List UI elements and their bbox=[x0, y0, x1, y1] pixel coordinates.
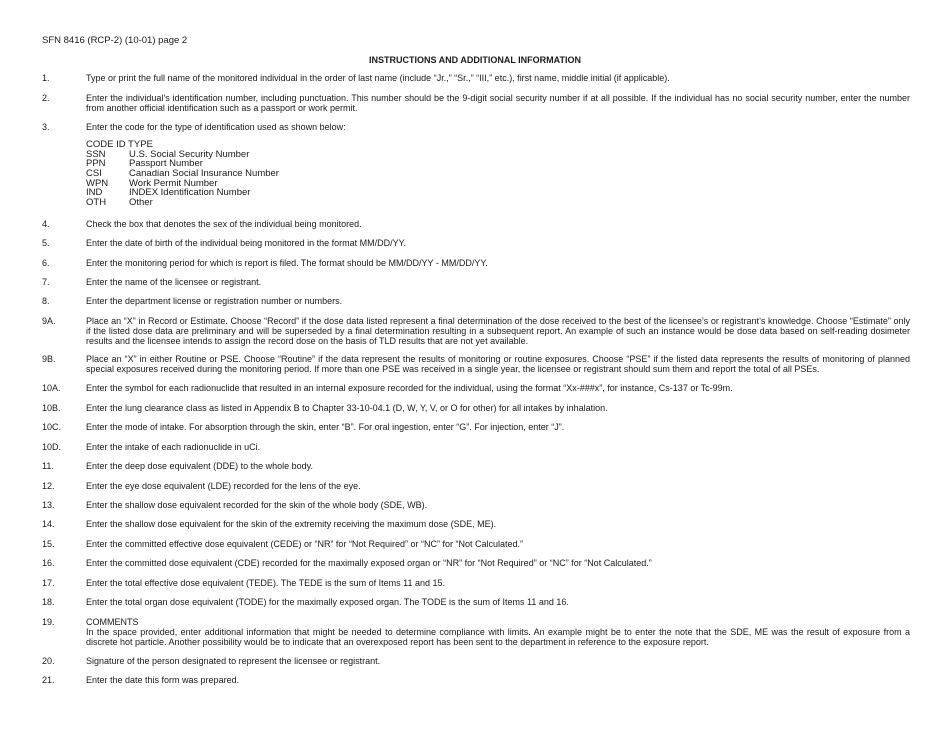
item-number: 13. bbox=[42, 500, 55, 510]
item-number: 9A. bbox=[42, 316, 56, 326]
code-description: INDEX Identification Number bbox=[129, 187, 251, 199]
code-description: Passport Number bbox=[129, 158, 203, 170]
item-number: 17. bbox=[42, 578, 55, 588]
item-number: 8. bbox=[42, 296, 50, 306]
item-text: Place an “X” in either Routine or PSE. Choose “Routine” if the data represent the results of monitoring or routine exposures. Choose “PSE” if the listed data represents the results of monitoring of planned special exposures received during the monitoring period. If more than one PSE was received in a single year, the licensee or registrant should sum them and report the total of all PSEs. bbox=[86, 354, 910, 374]
item-text: Enter the symbol for each radionuclide that resulted in an internal exposure recorded for the individual, using the format “Xx-###x”, for instance, Cs-137 or Tc-99m. bbox=[86, 383, 733, 393]
item-number: 10C. bbox=[42, 422, 62, 432]
item-text: Enter the total effective dose equivalent (TEDE). The TEDE is the sum of Items 11 and 15. bbox=[86, 578, 446, 588]
page-title: INSTRUCTIONS AND ADDITIONAL INFORMATION bbox=[369, 55, 581, 65]
item-text bbox=[86, 617, 910, 647]
code-description: U.S. Social Security Number bbox=[129, 148, 250, 160]
code-description: Canadian Social Insurance Number bbox=[129, 168, 279, 180]
item-text: Enter the mode of intake. For absorption through the skin, enter “B”. For oral ingestion, enter “G”. For injection, enter “J”. bbox=[86, 422, 565, 432]
item-number: 7. bbox=[42, 277, 50, 287]
item-text: Check the box that denotes the sex of the individual being monitored. bbox=[86, 219, 362, 229]
item-number: 5. bbox=[42, 238, 50, 248]
item-number: 9B. bbox=[42, 354, 56, 364]
item-number: 4. bbox=[42, 219, 50, 229]
item-text: Enter the name of the licensee or registrant. bbox=[86, 277, 262, 287]
code-value: IND bbox=[86, 187, 103, 199]
item-number: 10D. bbox=[42, 442, 62, 452]
form-id: SFN 8416 (RCP-2) (10-01) page 2 bbox=[42, 35, 188, 46]
item-number: 16. bbox=[42, 558, 55, 568]
item-number: 1. bbox=[42, 73, 50, 83]
item-number: 18. bbox=[42, 597, 55, 607]
code-row bbox=[86, 198, 153, 208]
item-number: 2. bbox=[42, 93, 50, 103]
item-number: 12. bbox=[42, 481, 55, 491]
code-table-header: CODE ID TYPE bbox=[86, 139, 153, 150]
code-value: WPN bbox=[86, 177, 109, 189]
item-text: Signature of the person designated to represent the licensee or registrant. bbox=[86, 656, 381, 666]
code-value: CSI bbox=[86, 168, 102, 180]
item-number: 15. bbox=[42, 539, 55, 549]
item-text: Enter the committed effective dose equivalent (CEDE) or “NR” for “Not Required” or “NC” for “Not Calculated.” bbox=[86, 539, 523, 549]
item-number: 14. bbox=[42, 519, 55, 529]
item-text: Place an “X” in Record or Estimate. Choose “Record” if the dose data listed represent a final determination of the dose received to the best of the licensee’s or registrant’s knowledge. Choose “Estimate” only if the listed dose data are preliminary and will be superseded by a final determination resulting in a subsequent report. An example of such an instance would be dose data based on self-reading dosimeter results and the licensee intends to assign the record dose on the basis of TLD results that are not yet available. bbox=[86, 316, 910, 346]
item-text: Enter the code for the type of identification used as shown below: bbox=[86, 122, 346, 132]
comments-description: In the space provided, enter additional information that might be needed to determine compliance with limits. An example might be to enter the note that the SDE, ME was the result of exposure from a discrete hot particle. Another possibility would be to indicate that an overexposed report has been sent to the department in reference to the exposure report. bbox=[86, 627, 910, 647]
item-text: Enter the date this form was prepared. bbox=[86, 675, 240, 685]
item-text: Enter the date of birth of the individual being monitored in the format MM/DD/YY. bbox=[86, 238, 407, 248]
id-code-table bbox=[86, 139, 279, 209]
code-description: Work Permit Number bbox=[129, 177, 218, 189]
item-text: Enter the deep dose equivalent (DDE) to the whole body. bbox=[86, 461, 313, 471]
code-value: PPN bbox=[86, 158, 106, 170]
code-value: OTH bbox=[86, 197, 107, 209]
item-number: 21. bbox=[42, 675, 55, 685]
code-value: SSN bbox=[86, 148, 106, 160]
item-number: 11. bbox=[42, 461, 54, 471]
item-number: 10A. bbox=[42, 383, 61, 393]
item-number: 10B. bbox=[42, 403, 61, 413]
item-text: Enter the eye dose equivalent (LDE) recorded for the lens of the eye. bbox=[86, 481, 361, 491]
item-number: 20. bbox=[42, 656, 55, 666]
item-text: Enter the monitoring period for which is report is filed. The format should be MM/DD/YY - MM/DD/YY. bbox=[86, 258, 488, 268]
item-number: 19. bbox=[42, 617, 55, 627]
item-text: Enter the intake of each radionuclide in uCi. bbox=[86, 442, 261, 452]
item-text: Enter the committed dose equivalent (CDE) recorded for the maximally exposed organ or “NR” for “Not Required” or “NC” for “Not Calculated.” bbox=[86, 558, 652, 568]
item-text: Enter the total organ dose equivalent (TODE) for the maximally exposed organ. The TODE is the sum of Items 11 and 16. bbox=[86, 597, 569, 607]
comments-heading: COMMENTS bbox=[86, 617, 139, 627]
item-text: Enter the department license or registration number or numbers. bbox=[86, 296, 343, 306]
item-text: Enter the individual’s identification number, including punctuation. This number should be the 9-digit social security number if at all possible. If the individual has no social security number, enter the number from another official identification such as a passport or work permit. bbox=[86, 93, 910, 113]
item-text: Enter the shallow dose equivalent recorded for the skin of the whole body (SDE, WB). bbox=[86, 500, 428, 510]
item-text: Type or print the full name of the monitored individual in the order of last name (include “Jr.,” “Sr.,” “III,” etc.), first name, middle initial (if applicable). bbox=[86, 73, 670, 83]
code-description: Other bbox=[129, 197, 153, 209]
item-number: 3. bbox=[42, 122, 50, 132]
item-text: Enter the lung clearance class as listed in Appendix B to Chapter 33-10-04.1 (D, W, Y, V, or O for other) for all intakes by inhalation. bbox=[86, 403, 608, 413]
item-number: 6. bbox=[42, 258, 50, 268]
item-text: Enter the shallow dose equivalent for the skin of the extremity receiving the maximum dose (SDE, ME). bbox=[86, 519, 497, 529]
